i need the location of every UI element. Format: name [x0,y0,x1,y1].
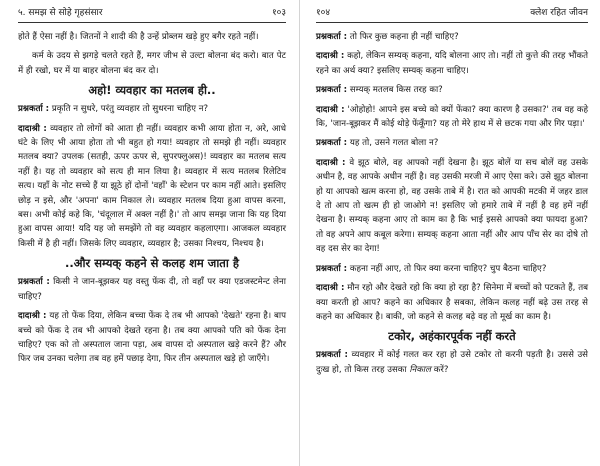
speaker-label: प्रश्नकर्ता : [316,85,348,96]
question-text: प्रकृति न सुधरे, परंतु व्यवहार तो सुधरना चाहिए न? [51,104,209,115]
right-answer-2 [316,103,588,132]
right-question-1 [316,30,588,44]
right-question-2 [316,83,588,97]
speaker-label: प्रश्नकर्ता : [316,263,348,274]
right-answer-4 [316,281,588,324]
question-text-post: करें? [430,364,449,375]
question-text: सम्यक् मतलब किस तरह का? [349,85,443,96]
left-heading-1: अहो! व्यवहार का मतलब ही.. [88,83,216,98]
answer-text: वे झूठ बोले, वह आपको नहीं देखना है। झूठ बोलें या सच बोलें वह उसके अधीन है, वह आपके अधीन नहीं है। वह उसकी मरजी में आए ऐसा करे। उसे झूठ बोलना हो या आपको खत्म करना हो, वह उसके ताबे में है। रात को आपकी मटकी में जहर डाल दे तो आप तो खत्म ही हो जाओगे न! इसलिए जो हमारे ताबे में नहीं है वह हमें नहीं देखना है। सम्यक् कहना आए तो काम का है कि भाई इससे आपको क्या फायदा हुआ? तो वह अपने आप कबूल करेगा। सम्यक् कहना आता नहीं और आप पाँच सेर का दोषे तो वह दस सेर का देगा! [316,157,588,255]
left-paragraph-1: होते हैं ऐसा नहीं है। जितनों ने शादी की है उन्हें प्रोब्लम खड़े हुए बगैर रहते नहीं। [18,32,259,42]
right-heading-1: टकोर, अहंकारपूर्वक नहीं करते [388,329,516,344]
left-heading-2: ..और सम्यक् कहने से कलह शम जाता है [65,256,239,271]
right-running-header [316,8,588,23]
speaker-label: दादाश्री : [18,123,47,134]
right-answer-3 [316,156,588,257]
left-paragraph-2: कर्म के उदय से झगड़े चलते रहते हैं, मगर जीभ से उल्टा बोलना बंद करो। बात पेट में ही रखो, घर में या बाहर बोलना बंद कर दो। [18,51,286,76]
answer-text: यह तो फेंक दिया, लेकिन बच्चा फेंक दे तब भी आपको 'देखते' रहना है। बाप बच्चे को फेंक दे तब भी आपको देखते रहना है। तब क्या आपको पति को फेंक देना चाहिए? एक को तो अस्पताल जाना पड़ा, अब वापस दो अस्पताल खड़े करने हैं? और फिर जब उनका चलेगा तब वह हमें पछाड़ देगा, फिर तीन अस्पताल खड़े हो जाएँगे। [18,311,286,365]
speaker-label: प्रश्नकर्ता : [18,104,50,115]
answer-text: मौन रहो और देखते रहो कि क्या हो रहा है? सिनेमा में बच्चों को पटकते हैं, तब क्या करती हो आप? कहने का अधिकार है सबका, लेकिन कलह नहीं बढ़े उस तरह से कहने का अधिकार है। बाकी, जो कहने से कलह बढ़े वह तो मूर्ख का काम है। [316,283,589,322]
speaker-label: प्रश्नकर्ता : [316,350,348,361]
speaker-label: दादाश्री : [316,283,345,294]
right-header-title: क्लेश रहित जीवन [530,8,588,18]
answer-text: कहो, लेकिन सम्यक् कहना, यदि बोलना आए तो। नहीं तो कुत्ते की तरह भौंकते रहने का अर्थ क्या? इसलिए सम्यक् कहना चाहिए। [316,51,588,76]
question-text-italic: निकाल [409,364,431,375]
right-question-5 [316,348,588,377]
answer-text: व्यवहार तो लोगों को आता ही नहीं। व्यवहार कभी आया होता न, अरे, आधे घंटे के लिए भी आया होता तो भी बहुत हो गया! व्यवहार तो समझे ही नहीं। व्यवहार मतलब क्या? उपलक (सतही, ऊपर ऊपर से, सुपरफ्लुअस)! व्यवहार का मतलब सत्य नहीं है। यह तो व्यवहार को सत्य ही मान लिया है। व्यवहार में सत्य मतलब रिलेटिव सत्य। यहाँ के नोट सच्चे हैं या झूठे हों दोनों 'वहाँ' के स्टेशन पर काम नहीं आते। इसलिए छोड़ न इसे, और 'अपना' काम निकाल ले। व्यवहार मतलब दिया हुआ वापस करना, बस। अभी कोई कहे कि, 'चंदूलाल में अक्ल नहीं है।' तो आप समझ जाना कि यह दिया हुआ वापस आया! यदि यह जो समझेंगे तो वह व्यवहार कहलाएगा। आजकल व्यवहार किसी में है ही नहीं। जिसके लिए व्यवहार, व्यवहार है; उसका निश्चय, निश्चय है। [18,123,286,249]
question-text: कहना नहीं आए, तो फिर क्या करना चाहिए? चुप बैठना चाहिए? [349,263,547,274]
left-page-number: १०३ [271,8,286,18]
question-text: किसी ने जान-बूझकर यह वस्तु फेंक दी, तो वहाँ पर क्या एडजस्टमेन्ट लेना चाहिए? [18,277,286,302]
question-text: तो फिर कुछ कहना ही नहीं चाहिए? [349,32,459,42]
question-text-pre: व्यवहार में कोई गलत कर रहा हो उसे टकोर तो करनी पड़ती है। उससे उसे दुःख हो, तो किस तरह उसका [316,350,588,375]
speaker-label: दादाश्री : [316,51,345,62]
left-question-2 [18,275,286,304]
question-text: यह तो, उसने गलत बोला न? [349,138,439,149]
right-page [300,0,600,466]
right-question-4 [316,262,588,276]
right-answer-1 [316,49,588,78]
speaker-label: प्रश्नकर्ता : [316,138,348,149]
speaker-label: प्रश्नकर्ता : [316,32,348,42]
right-question-3 [316,136,588,150]
speaker-label: दादाश्री : [316,104,345,115]
speaker-label: प्रश्नकर्ता : [18,277,50,288]
left-running-header [18,8,286,23]
left-answer-1 [18,122,286,252]
right-page-number: १०४ [316,8,331,18]
speaker-label: दादाश्री : [18,311,47,322]
left-header-title: ५. समझ से सोहे गृहसंसार [18,8,103,18]
left-question-1 [18,102,286,116]
left-answer-2 [18,309,286,367]
answer-text: 'ओहोहो! आपने इस बच्चे को क्यों फेंका? क्या कारण है उसका?' तब वह कहे कि, 'जान-बूझकर मैं कोई थोड़े फेंकूँगा? यह तो मेरे हाथ में से छटक गया और गिर पड़ा।' [316,104,589,130]
speaker-label: दादाश्री : [316,157,346,168]
